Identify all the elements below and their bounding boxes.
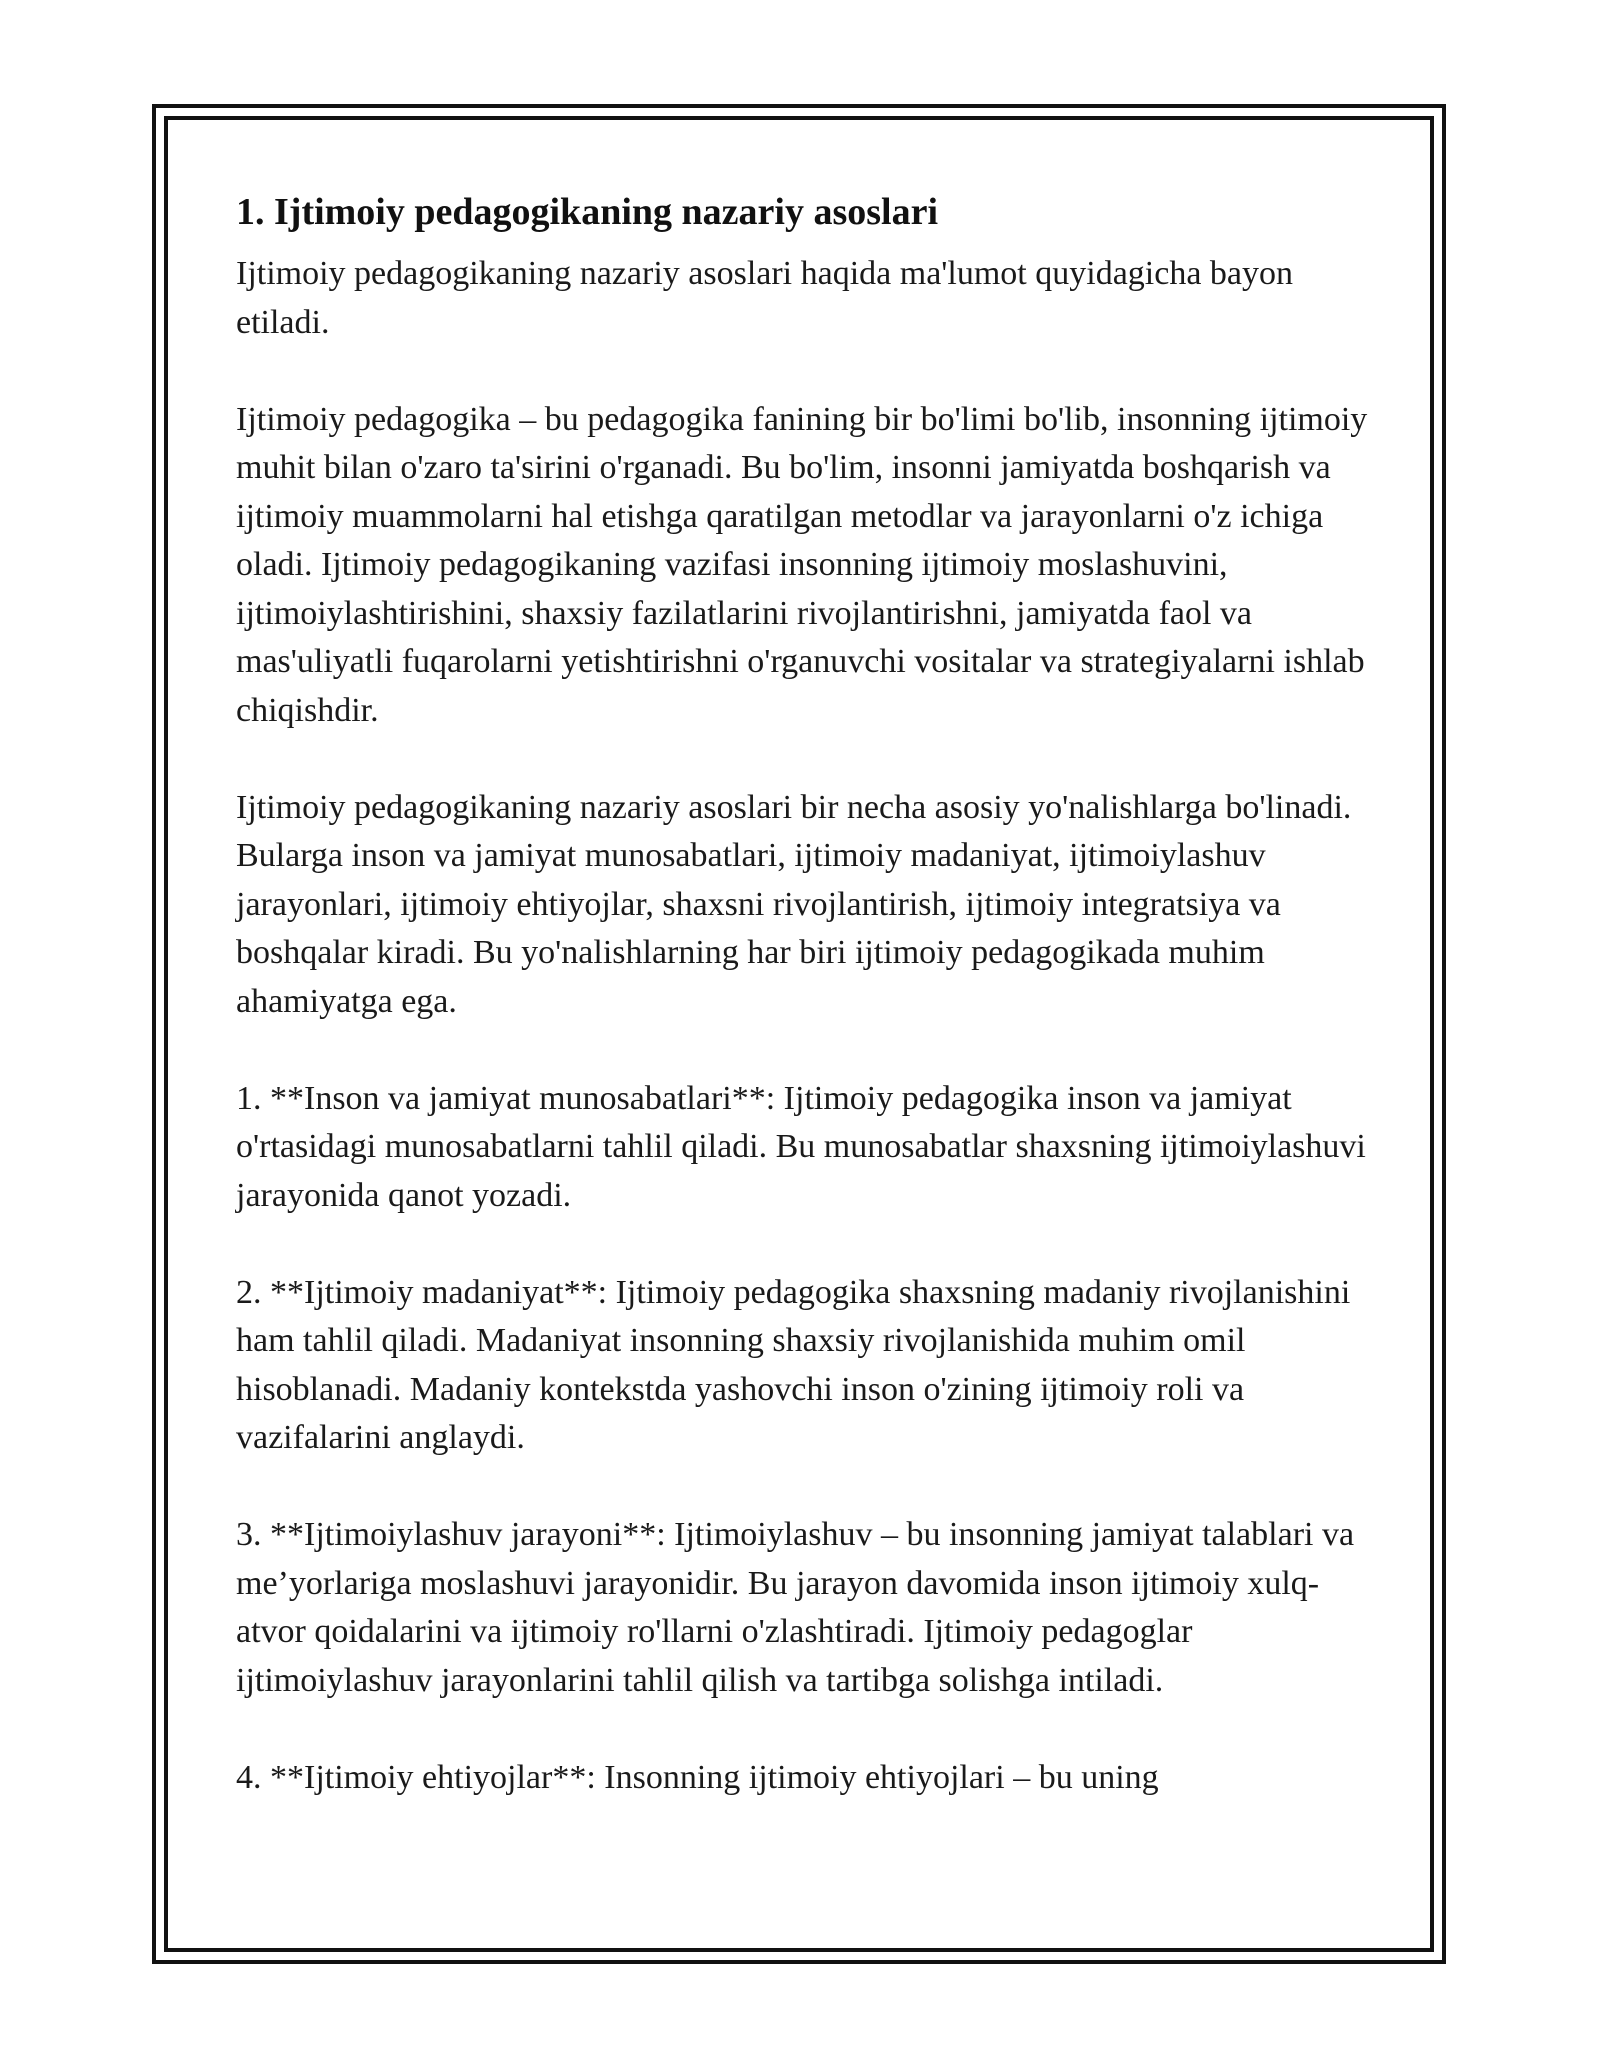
list-item-3: 3. **Ijtimoiylashuv jarayoni**: Ijtimoiylashuv – bu insonning jamiyat talablari va me’yorlariga moslashuvi jarayonidir. Bu jarayon davomida inson ijtimoiy xulq-atvor qoidalarini va ijtimoiy ro'llarni o'zlashtiradi. Ijtimoiy pedagoglar ijtimoiylashuv jarayonlarini tahlil qilish va tartibga solishga intiladi. [236, 1516, 1355, 1699]
list-item-4: 4. **Ijtimoiy ehtiyojlar**: Insonning ijtimoiy ehtiyojlari – bu uning [236, 1758, 1159, 1796]
list-item-1: 1. **Inson va jamiyat munosabatlari**: Ijtimoiy pedagogika inson va jamiyat o'rtasidagi munosabatlarni tahlil qiladi. Bu munosabatlar shaxsning ijtimoiylashuvi jarayonida qanot yozadi. [236, 1079, 1366, 1214]
list-item-2: 2. **Ijtimoiy madaniyat**: Ijtimoiy pedagogika shaxsning madaniy rivojlanishini ham tahlil qiladi. Madaniyat insonning shaxsiy rivojlanishida muhim omil hisoblanadi. Madaniy kontekstda yashovchi inson o'zining ijtimoiy roli va vazifalarini anglaydi. [236, 1273, 1351, 1456]
document-body [236, 186, 1376, 1802]
directions-paragraph: Ijtimoiy pedagogikaning nazariy asoslari bir necha asosiy yo'nalishlarga bo'linadi. Bularga inson va jamiyat munosabatlari, ijtimoiy madaniyat, ijtimoiylashuv jarayonlari, ijtimoiy ehtiyojlar, shaxsni rivojlantirish, ijtimoiy integratsiya va boshqalar kiradi. Bu yo'nalishlarning har biri ijtimoiy pedagogikada muhim ahamiyatga ega. [236, 788, 1352, 1020]
intro-paragraph: Ijtimoiy pedagogikaning nazariy asoslari haqida ma'lumot quyidagicha bayon etiladi. [236, 255, 1294, 341]
definition-paragraph: Ijtimoiy pedagogika – bu pedagogika fanining bir bo'limi bo'lib, insonning ijtimoiy muhit bilan o'zaro ta'sirini o'rganadi. Bu bo'lim, insonni jamiyatda boshqarish va ijtimoiy muammolarni hal etishga qaratilgan metodlar va jarayonlarni o'z ichiga oladi. Ijtimoiy pedagogikaning vazifasi insonning ijtimoiy moslashuvini, ijtimoiylashtirishini, shaxsiy fazilatlarini rivojlantirishni, jamiyatda faol va mas'uliyatli fuqarolarni yetishtirishni o'rganuvchi vositalar va strategiyalarni ishlab chiqishdir. [236, 400, 1368, 729]
section-title: 1. Ijtimoiy pedagogikaning nazariy asoslari [236, 191, 938, 233]
